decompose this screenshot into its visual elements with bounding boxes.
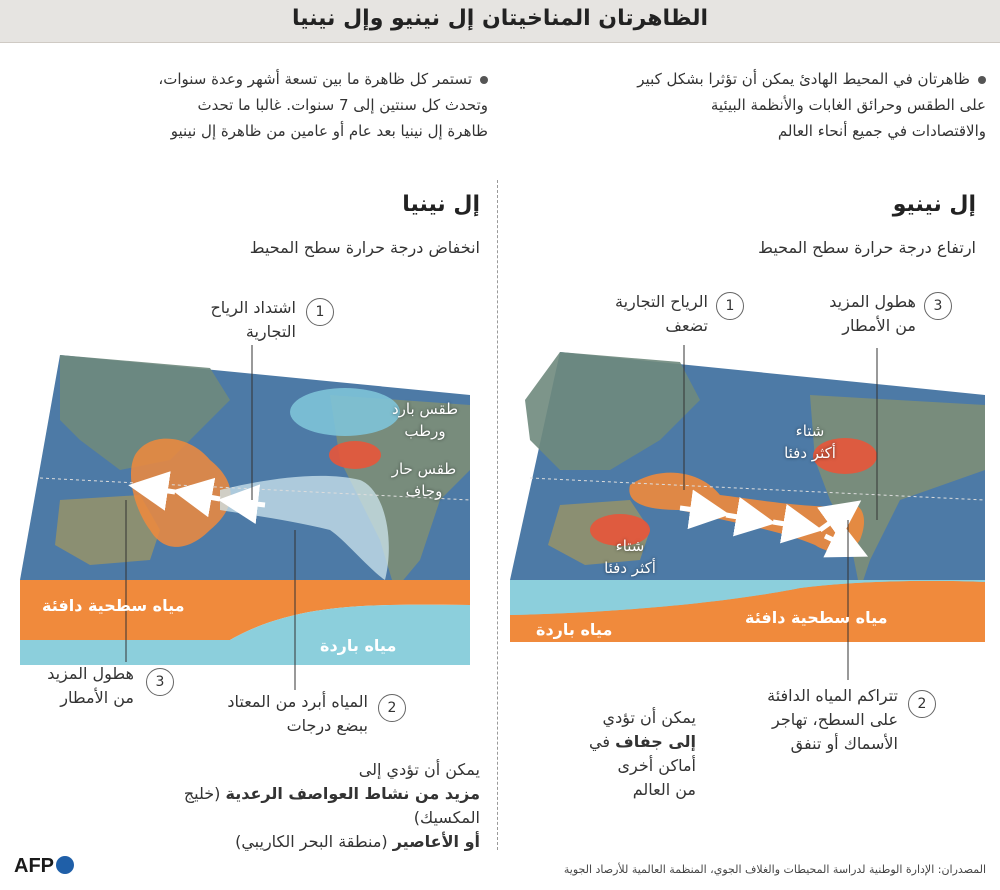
- la-nina-title: إل نينيا: [402, 192, 480, 217]
- la-nina-step1-label: اشتداد الرياح التجارية: [210, 298, 296, 341]
- la-nina-subtitle: انخفاض درجة حرارة سطح المحيط: [249, 238, 480, 257]
- source-credit: المصدران: الإدارة الوطنية لدراسة المحيطات والغلاف الجوي، المنظمة العالمية للأرصاد الجوية: [563, 863, 986, 876]
- intro-left-bullet: تستمر كل ظاهرة ما بين تسعة أشهر وعدة سنوات، وتحدث كل سنتين إلى 7 سنوات. غالبا ما تحدث ظاهرة إل نينيا بعد عام أو عامين من ظاهرة إل نينيو: [158, 70, 488, 140]
- el-nino-step1-number: 1: [716, 292, 744, 320]
- la-nina-hot-weather-blob: [329, 441, 381, 469]
- afp-logo-ball: [56, 856, 74, 874]
- la-nina-step2-label: المياه أبرد من المعتاد ببضع درجات: [227, 692, 368, 735]
- el-nino-warm-winter-south: شتاء أكثر دفئا: [604, 537, 656, 577]
- el-nino-drought-label: يمكن أن تؤدي إلى جفاف في أماكن أخرى من العالم: [589, 708, 696, 799]
- intro-right-bullet: ظاهرتان في المحيط الهادئ يمكن أن تؤثرا بشكل كبير على الطقس وحرائق الغابات والأنظمة البيئية والاقتصادات في جميع أنحاء العالم: [637, 70, 986, 140]
- el-nino-step1-label: الرياح التجارية تضعف: [615, 292, 708, 335]
- la-nina-cold-weather-label: طقس بارد ورطب: [391, 400, 459, 440]
- la-nina-step1-number: 1: [306, 298, 334, 326]
- el-nino-step2-number: 2: [908, 690, 936, 718]
- el-nino-subtitle: ارتفاع درجة حرارة سطح المحيط: [758, 238, 976, 257]
- la-nina-wind-arrow: [238, 502, 265, 505]
- el-nino-step3-number: 3: [924, 292, 952, 320]
- la-nina-step3-number: 3: [146, 668, 174, 696]
- el-nino-warm-winter-north: شتاء أكثر دفئا: [784, 422, 836, 462]
- el-nino-step3-label: هطول المزيد من الأمطار: [829, 292, 916, 335]
- la-nina-warm-water-label: مياه سطحية دافئة: [42, 596, 185, 615]
- la-nina-step3-label: هطول المزيد من الأمطار: [47, 664, 134, 707]
- la-nina-hot-weather-label: طقس حار وجاف: [391, 460, 457, 500]
- el-nino-warm-water-label: مياه سطحية دافئة: [745, 608, 888, 627]
- la-nina-step2-number: 2: [378, 694, 406, 722]
- la-nina-cold-water-label: مياه باردة: [320, 636, 397, 655]
- el-nino-step2-label: تتراكم المياه الدافئة على السطح، تهاجر الأسماك أو تنفق: [767, 686, 898, 753]
- el-nino-cold-water-label: مياه باردة: [536, 620, 613, 639]
- afp-logo: AFP: [14, 855, 74, 878]
- la-nina-storms-label: يمكن أن تؤدي إلى مزيد من نشاط العواصف الرعدية (خليج المكسيك) أو الأعاصير (منطقة البحر الكاريبي): [183, 760, 480, 851]
- la-nina-block: [20, 345, 470, 690]
- page-title: الظاهرتان المناخيتان إل نينيو وإل نينيا: [291, 6, 709, 31]
- el-nino-title: إل نينيو: [892, 192, 976, 217]
